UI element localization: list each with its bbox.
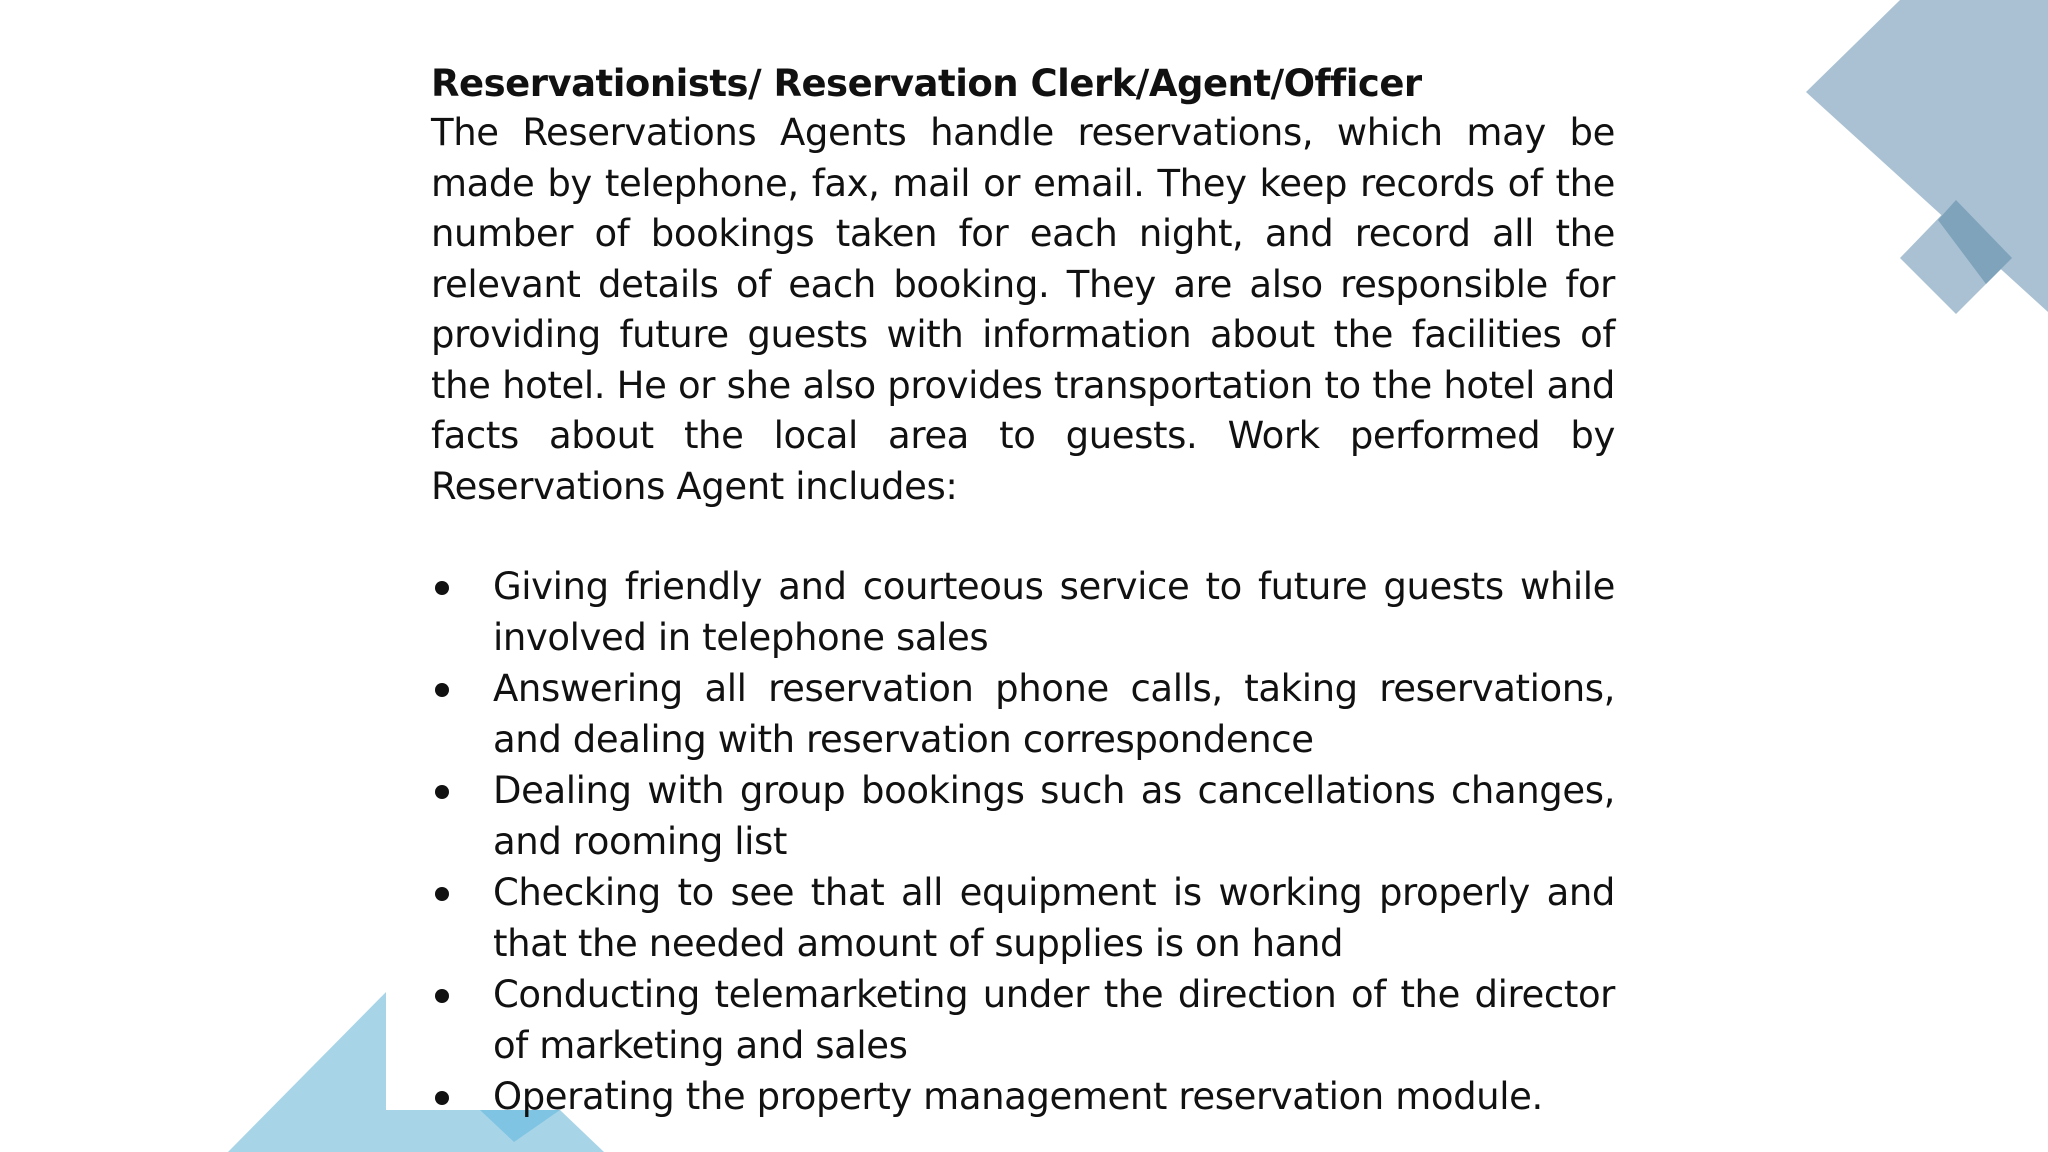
bullet-icon: [435, 581, 449, 595]
bullet-icon: [435, 785, 449, 799]
list-item: [431, 868, 1615, 969]
section-heading: Reservationists/ Reservation Clerk/Agent/Officer: [431, 62, 1422, 105]
bullet-icon: [435, 1091, 449, 1105]
duty-text: Checking to see that all equipment is working properly and that the needed amount of supplies is on hand: [493, 871, 1615, 965]
bullet-icon: [435, 683, 449, 697]
duties-list: [431, 562, 1615, 1123]
duty-text: Giving friendly and courteous service to future guests while involved in telephone sales: [493, 565, 1615, 659]
bullet-icon: [435, 887, 449, 901]
document-body: [431, 60, 1615, 1124]
list-item: [431, 664, 1615, 765]
list-item: [431, 562, 1615, 663]
duty-text: Conducting telemarketing under the direction of the director of marketing and sales: [493, 973, 1615, 1067]
duty-text: Operating the property management reservation module.: [493, 1075, 1543, 1118]
bullet-icon: [435, 989, 449, 1003]
duty-text: Answering all reservation phone calls, taking reservations, and dealing with reservation correspondence: [493, 667, 1615, 761]
intro-paragraph: The Reservations Agents handle reservations, which may be made by telephone, fax, mail or email. They keep records of the number of bookings taken for each night, and record all the relevant details of each booking. They are also responsible for providing future guests with information about the facilities of the hotel. He or she also provides transportation to the hotel and facts about the local area to guests. Work performed by Reservations Agent includes:: [431, 111, 1615, 508]
list-item: [431, 766, 1615, 867]
duty-text: Dealing with group bookings such as cancellations changes, and rooming list: [493, 769, 1615, 863]
list-item: [431, 1072, 1615, 1123]
list-item: [431, 970, 1615, 1071]
